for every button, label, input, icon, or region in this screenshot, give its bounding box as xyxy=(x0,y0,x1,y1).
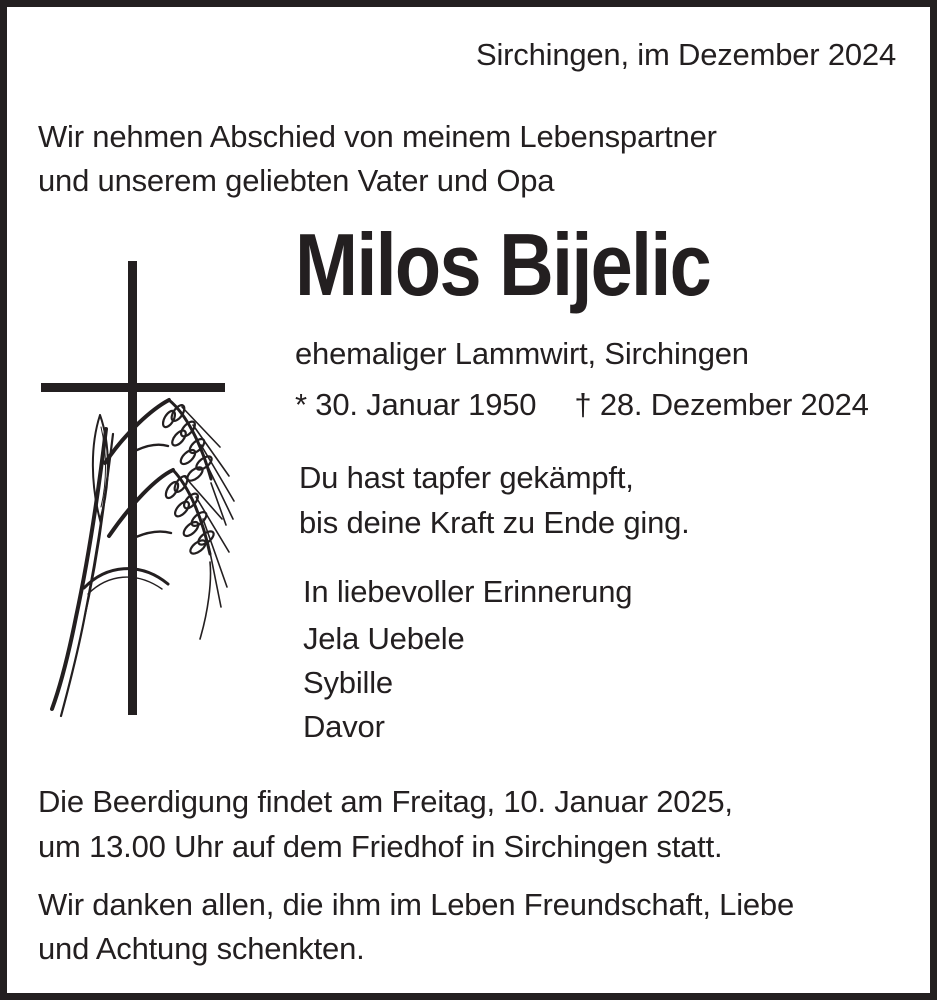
verse-line-1: Du hast tapfer gekämpft, xyxy=(299,460,634,495)
cross-and-wheat-illustration xyxy=(30,247,250,727)
intro-paragraph xyxy=(38,115,717,203)
wheat-icon xyxy=(52,400,234,716)
mourner-name: Sybille xyxy=(303,665,393,700)
cross-and-wheat-svg xyxy=(30,247,250,727)
deceased-subtitle: ehemaliger Lammwirt, Sirchingen xyxy=(295,336,749,371)
thanks-line-1: Wir danken allen, die ihm im Leben Freundschaft, Liebe xyxy=(38,887,795,922)
mourner-name: Jela Uebele xyxy=(303,621,465,656)
verse-line-2: bis deine Kraft zu Ende ging. xyxy=(299,505,690,540)
verse xyxy=(299,455,690,545)
funeral-line-1: Die Beerdigung findet am Freitag, 10. Januar 2025, xyxy=(38,784,733,819)
thanks-line-2: und Achtung schenkten. xyxy=(38,931,365,966)
mourners-list xyxy=(303,617,465,749)
funeral-line-2: um 13.00 Uhr auf dem Friedhof in Sirchingen statt. xyxy=(38,829,723,864)
memoriam-line: In liebevoller Erinnerung xyxy=(303,574,633,609)
thanks-paragraph xyxy=(38,883,794,971)
intro-line-2: und unserem geliebten Vater und Opa xyxy=(38,163,555,198)
deceased-name: Milos Bijelic xyxy=(295,215,711,314)
dateline: Sirchingen, im Dezember 2024 xyxy=(476,37,896,72)
funeral-info xyxy=(38,779,733,869)
birth-date: * 30. Januar 1950 xyxy=(295,387,537,422)
death-date: † 28. Dezember 2024 xyxy=(574,387,869,422)
life-dates xyxy=(295,384,869,426)
mourner-name: Davor xyxy=(303,709,385,744)
intro-line-1: Wir nehmen Abschied von meinem Lebenspartner xyxy=(38,119,717,154)
